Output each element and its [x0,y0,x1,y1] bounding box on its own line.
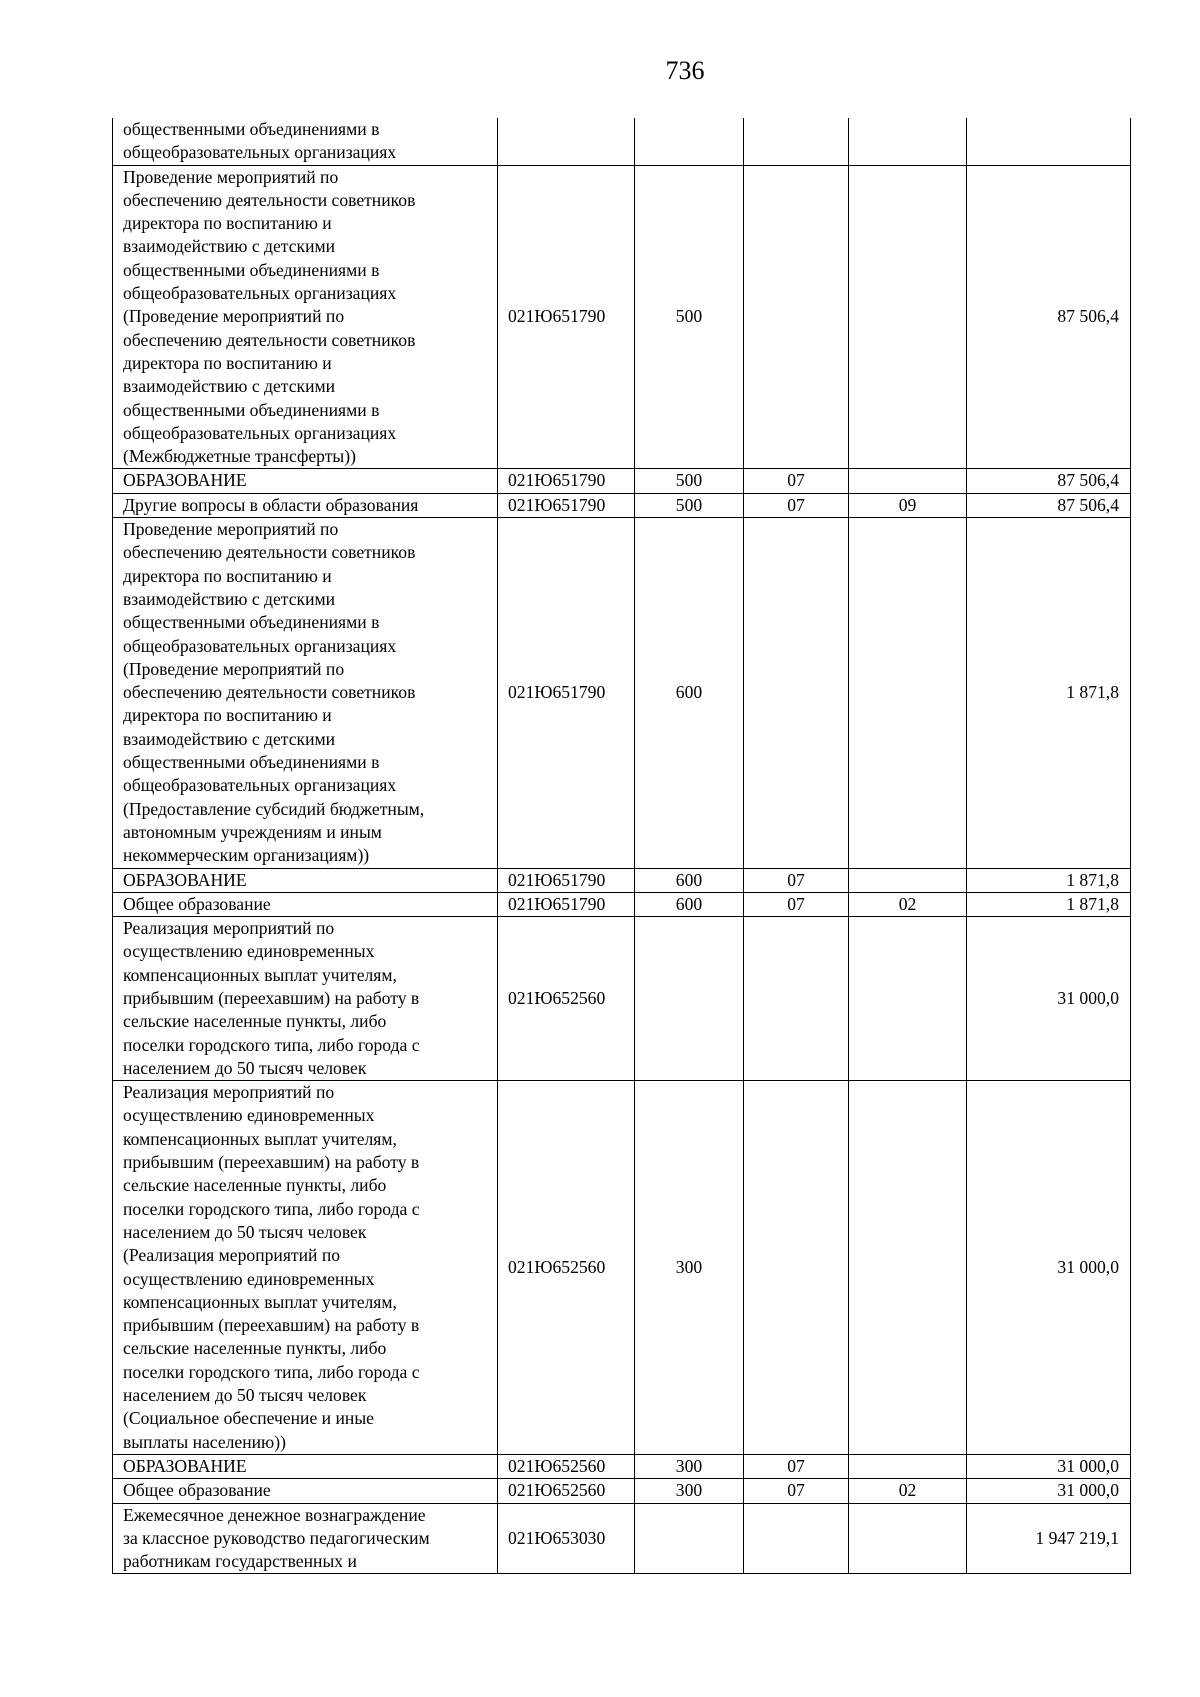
section-cell [744,1454,849,1478]
row-name-cell [113,1503,498,1574]
target-article-text: 021Ю652560 [508,987,606,1008]
table-row [113,165,1131,469]
amount-cell [967,892,1131,916]
amount-cell [967,118,1131,165]
target-article-cell [498,1081,635,1455]
target-article-text: 021Ю651790 [508,470,606,491]
row-name-cell [113,165,498,469]
subsection-cell [849,469,967,493]
page-number: 736 [665,56,705,85]
row-name-cell [113,518,498,868]
expense-type-text: 300 [675,1455,703,1476]
row-name-cell [113,1081,498,1455]
row-name-cell [113,493,498,517]
amount-cell [967,1454,1131,1478]
table-row [113,518,1131,868]
target-article-text: 021Ю651790 [508,682,606,703]
table-row [113,1081,1131,1455]
section-cell [744,892,849,916]
table-row [113,892,1131,916]
section-cell [744,868,849,892]
target-article-cell [498,469,635,493]
table-row [113,917,1131,1081]
row-name-text: Проведение мероприятий по обеспечению деятельности советников директора по воспитанию и взаимодействию с детскими общественными объединениями в общеобразовательных организациях (Проведение мероприятий по обеспечению деятельности советников директора по воспитанию и взаимодействию с детскими общественными объединениями в общеобразовательных организациях (Межбюджетные трансферты)) [123,166,416,467]
row-name-text: ОБРАЗОВАНИЕ [123,470,247,491]
target-article-cell [498,518,635,868]
expense-type-text: 600 [675,869,703,890]
expense-type-cell [635,118,744,165]
row-name-cell [113,868,498,892]
row-name-text: Реализация мероприятий по осуществлению единовременных компенсационных выплат учителям, прибывшим (переехавшим) на работу в сельские населенные пункты, либо поселки городского типа, либо города с населением до 50 тысяч человек [123,918,420,1078]
amount-cell [967,469,1131,493]
expense-type-cell [635,892,744,916]
table-row [113,1479,1131,1503]
row-name-text: Общее образование [123,1480,271,1501]
section-cell [744,165,849,469]
amount-text: 31 000,0 [1057,1455,1119,1476]
target-article-cell [498,892,635,916]
amount-cell [967,868,1131,892]
section-text: 07 [787,494,805,515]
expense-type-text: 600 [675,893,703,914]
section-text: 07 [787,869,805,890]
target-article-text: 021Ю652560 [508,1455,606,1476]
expense-type-text: 500 [675,494,703,515]
section-cell [744,917,849,1081]
subsection-cell [849,892,967,916]
row-name-text: общественными объединениями в общеобразовательных организациях [123,119,397,163]
target-article-cell [498,1503,635,1574]
target-article-cell [498,868,635,892]
expense-type-text: 300 [675,1256,703,1277]
section-text: 07 [787,1455,805,1476]
subsection-cell [849,1503,967,1574]
row-name-text: ОБРАЗОВАНИЕ [123,869,247,890]
section-cell [744,493,849,517]
expense-type-cell [635,1081,744,1455]
table-row [113,118,1131,165]
row-name-cell [113,917,498,1081]
row-name-text: Ежемесячное денежное вознаграждение за классное руководство педагогическим работникам государственных и [123,1504,430,1572]
amount-text: 31 000,0 [1057,1256,1119,1277]
section-text: 07 [787,1480,805,1501]
expense-type-cell [635,917,744,1081]
amount-cell [967,1503,1131,1574]
amount-text: 87 506,4 [1057,494,1119,515]
amount-text: 87 506,4 [1057,470,1119,491]
target-article-cell [498,165,635,469]
subsection-cell [849,118,967,165]
amount-text: 87 506,4 [1057,306,1119,327]
section-cell [744,469,849,493]
target-article-cell [498,917,635,1081]
amount-cell [967,1081,1131,1455]
target-article-cell [498,1454,635,1478]
subsection-text: 02 [898,1480,917,1501]
expense-type-text: 600 [675,682,703,703]
row-name-cell [113,469,498,493]
subsection-text: 02 [898,893,917,914]
row-name-text: Проведение мероприятий по обеспечению деятельности советников директора по воспитанию и взаимодействию с детскими общественными объединениями в общеобразовательных организациях (Проведение мероприятий по обеспечению деятельности советников директора по воспитанию и взаимодействию с детскими общественными объединениями в общеобразовательных организациях (Предоставление субсидий бюджетным, автономным учреждениям и иным некоммерческим организациям)) [123,519,425,866]
amount-text: 31 000,0 [1057,987,1119,1008]
section-text: 07 [787,893,805,914]
table-row [113,868,1131,892]
row-name-cell [113,118,498,165]
subsection-cell [849,868,967,892]
table-row [113,1454,1131,1478]
amount-text: 1 871,8 [1066,682,1119,703]
subsection-cell [849,1081,967,1455]
subsection-text: 09 [898,494,917,515]
budget-table [112,118,1131,1574]
amount-cell [967,518,1131,868]
amount-cell [967,493,1131,517]
row-name-text: Общее образование [123,893,271,914]
subsection-cell [849,1454,967,1478]
row-name-text: Другие вопросы в области образования [123,494,419,515]
target-article-cell [498,118,635,165]
row-name-cell [113,1454,498,1478]
row-name-cell [113,1479,498,1503]
amount-text: 31 000,0 [1057,1480,1119,1501]
expense-type-cell [635,1454,744,1478]
table-row [113,469,1131,493]
row-name-cell [113,892,498,916]
expense-type-cell [635,1503,744,1574]
target-article-cell [498,1479,635,1503]
section-cell [744,518,849,868]
expense-type-text: 500 [675,306,703,327]
expense-type-cell [635,493,744,517]
target-article-text: 021Ю652560 [508,1256,606,1277]
subsection-cell [849,518,967,868]
row-name-text: Реализация мероприятий по осуществлению единовременных компенсационных выплат учителям, прибывшим (переехавшим) на работу в сельские населенные пункты, либо поселки городского типа, либо города с населением до 50 тысяч человек (Реализация мероприятий по осуществлению единовременных компенсационных выплат учителям, прибывшим (переехавшим) на работу в сельские населенные пункты, либо поселки городского типа, либо города с населением до 50 тысяч человек (Социальное обеспечение и иные выплаты населению)) [123,1082,420,1452]
subsection-cell [849,1479,967,1503]
amount-text: 1 947 219,1 [1035,1527,1119,1548]
row-name-text: ОБРАЗОВАНИЕ [123,1455,247,1476]
target-article-text: 021Ю651790 [508,869,606,890]
subsection-cell [849,493,967,517]
expense-type-cell [635,868,744,892]
section-text: 07 [787,470,805,491]
subsection-cell [849,917,967,1081]
target-article-text: 021Ю651790 [508,893,606,914]
target-article-text: 021Ю651790 [508,306,606,327]
target-article-text: 021Ю651790 [508,494,606,515]
table-row [113,1503,1131,1574]
amount-text: 1 871,8 [1066,893,1119,914]
expense-type-text: 500 [675,470,703,491]
expense-type-cell [635,469,744,493]
amount-cell [967,165,1131,469]
target-article-text: 021Ю652560 [508,1480,606,1501]
amount-cell [967,1479,1131,1503]
expense-type-cell [635,518,744,868]
expense-type-cell [635,1479,744,1503]
expense-type-cell [635,165,744,469]
amount-text: 1 871,8 [1066,869,1119,890]
expense-type-text: 300 [675,1480,703,1501]
section-cell [744,1479,849,1503]
section-cell [744,1503,849,1574]
section-cell [744,1081,849,1455]
section-cell [744,118,849,165]
target-article-cell [498,493,635,517]
subsection-cell [849,165,967,469]
table-row [113,493,1131,517]
amount-cell [967,917,1131,1081]
target-article-text: 021Ю653030 [508,1527,606,1548]
